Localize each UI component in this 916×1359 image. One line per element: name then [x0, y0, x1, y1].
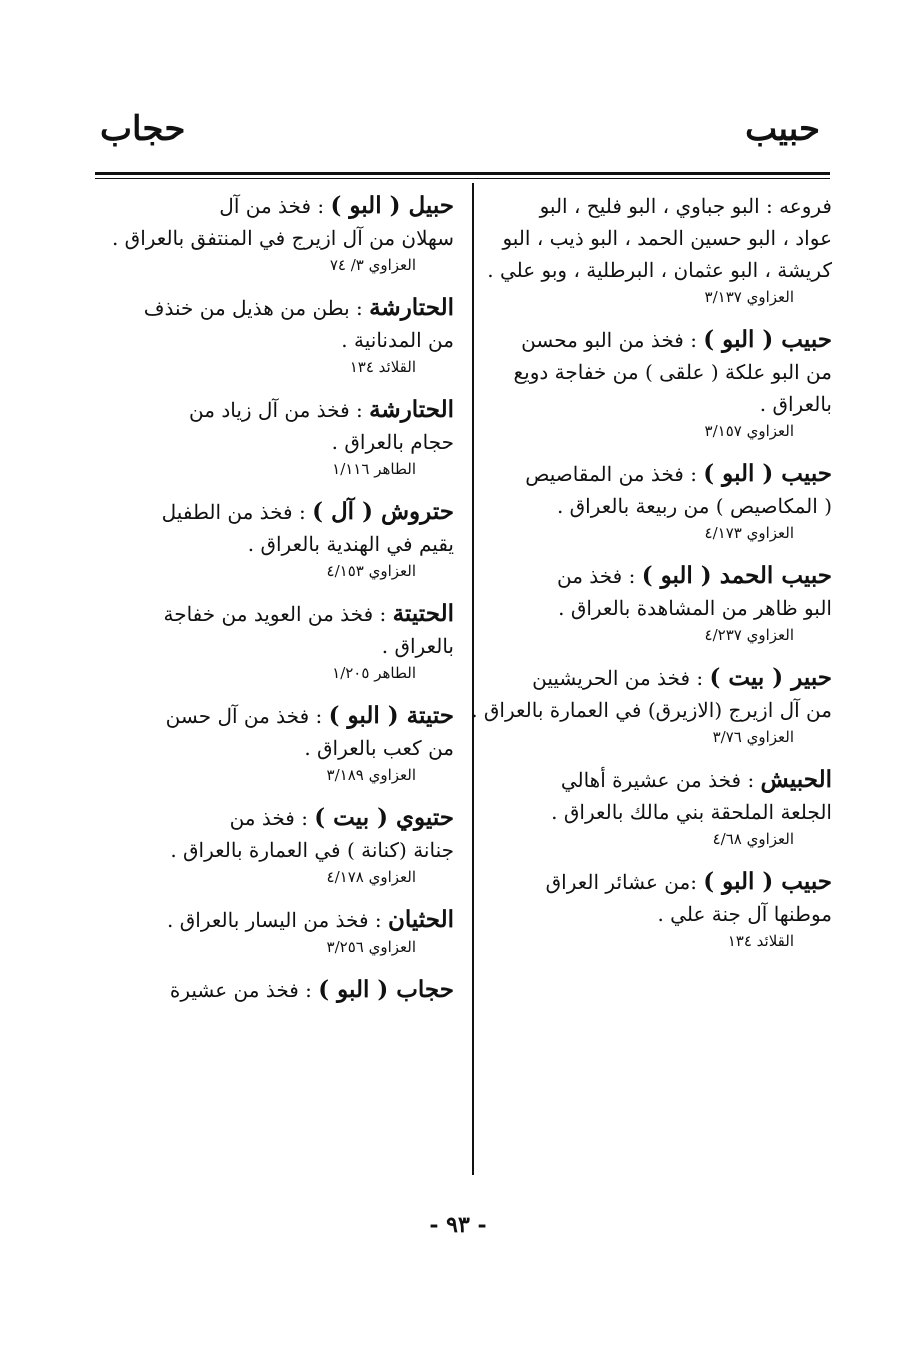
entry-headword: حبير ( بيت ) [709, 664, 832, 691]
entry-headword: الحبيش [760, 766, 832, 793]
dictionary-entry [102, 974, 454, 1006]
entry-headword: الحتيتة [392, 600, 454, 627]
dictionary-entry [102, 904, 454, 958]
entry-line: ( المكاصيص ) من ربيعة بالعراق . [556, 494, 832, 518]
entry-reference: العزاوي ٣/١٣٧ [704, 288, 794, 306]
dictionary-entry [487, 190, 832, 308]
entry-line: من آل ازيرج (الازيرق) في العمارة بالعراق . [471, 698, 832, 722]
entry-headword: حبيل ( البو ) [330, 192, 454, 219]
entry-line [487, 662, 832, 694]
running-head-left: حجاب [100, 109, 186, 149]
entry-line [487, 866, 832, 898]
entry-reference: القلائد ١٣٤ [349, 358, 416, 376]
entry-line [487, 324, 832, 356]
entry-text: : فخذ من عشيرة أهالي [560, 768, 761, 792]
dictionary-entry [487, 324, 832, 442]
entry-reference: العزاوي ٤/٢٣٧ [704, 626, 794, 644]
entry-headword: حبيب ( البو ) [703, 460, 832, 487]
entry-text: : فخذ من [556, 564, 642, 588]
entry-line: سهلان من آل ازيرج في المنتفق بالعراق . [111, 226, 454, 250]
dictionary-entry [487, 458, 832, 544]
entry-line [102, 598, 454, 630]
dictionary-entry [487, 866, 832, 952]
dictionary-entry [102, 802, 454, 888]
entry-text: : فخذ من آل زياد من [189, 398, 370, 422]
entry-line: بالعراق . [759, 392, 832, 416]
entry-line [102, 496, 454, 528]
entry-text: : فخذ من [229, 806, 315, 830]
entry-line [102, 700, 454, 732]
entry-headword: حبيب الحمد ( البو ) [641, 562, 832, 589]
entry-line [487, 764, 832, 796]
dictionary-entry [487, 560, 832, 646]
entry-headword: حبيب ( البو ) [703, 868, 832, 895]
dictionary-entry [471, 662, 832, 748]
entry-reference: العزاوي ٣/١٨٩ [326, 766, 416, 784]
entry-line: الجلعة الملحقة بني مالك بالعراق . [551, 800, 832, 824]
entry-reference: العزاوي ٤/٦٨ [712, 830, 794, 848]
entry-line: البو ظاهر من المشاهدة بالعراق . [558, 596, 832, 620]
entry-line [102, 190, 454, 222]
entry-headword: حتيتة ( البو ) [328, 702, 454, 729]
header-rule-thin [95, 178, 830, 179]
entry-line: فروعه : البو جباوي ، البو فليح ، البو [539, 194, 832, 218]
entry-headword: الحتارشة [369, 294, 454, 321]
entry-line: موطنها آل جنة علي . [657, 902, 832, 926]
entry-line: يقيم في الهندية بالعراق . [247, 532, 454, 556]
entry-headword: حجاب ( البو ) [318, 976, 454, 1003]
entry-reference: العزاوي ٣/٢٥٦ [326, 938, 416, 956]
entry-headword: حتروش ( آل ) [312, 498, 454, 525]
entry-line: عواد ، البو حسين الحمد ، البو ذيب ، البو [502, 226, 832, 250]
entry-headword: الحثيان [387, 906, 454, 933]
right-column [471, 190, 832, 968]
dictionary-entry [102, 190, 454, 276]
entry-text: : بطن من هذيل من خنذف [143, 296, 370, 320]
entry-line [102, 292, 454, 324]
entry-text: :من عشائر العراق [545, 870, 704, 894]
entry-line: من كعب بالعراق . [304, 736, 454, 760]
entry-text: : فخذ من الحريشيين [532, 666, 710, 690]
entry-reference: العزاوي ٤/١٧٣ [704, 524, 794, 542]
entry-line [102, 802, 454, 834]
entry-line: كريشة ، البو عثمان ، البرطلية ، وبو علي . [487, 258, 832, 282]
dictionary-entry [102, 598, 454, 684]
entry-line: بالعراق . [381, 634, 454, 658]
entry-text: : فخذ من البو محسن [521, 328, 704, 352]
entry-headword: الحتارشة [369, 396, 454, 423]
entry-line: من البو علكة ( علقى ) من خفاجة دويع [513, 360, 832, 384]
dictionary-entry [102, 700, 454, 786]
entry-reference: العزاوي ٣/١٥٧ [704, 422, 794, 440]
entry-reference: العزاوي ٣/ ٧٤ [329, 256, 416, 274]
entry-reference: القلائد ١٣٤ [727, 932, 794, 950]
entry-line [487, 560, 832, 592]
entry-reference: الطاهر ١/١١٦ [332, 460, 416, 478]
running-head-right: حبيب [745, 109, 820, 149]
entry-line: جنانة (كنانة ) في العمارة بالعراق . [170, 838, 454, 862]
entry-line [102, 394, 454, 426]
entry-text: : فخذ من العويد من خفاجة [163, 602, 393, 626]
dictionary-entry [102, 394, 454, 480]
dictionary-entry [487, 764, 832, 850]
entry-reference: العزاوي ٤/١٧٨ [326, 868, 416, 886]
column-divider [472, 183, 474, 1175]
entry-text: : فخذ من آل [219, 194, 331, 218]
entry-text: : فخذ من الطفيل [161, 500, 313, 524]
entry-reference: العزاوي ٤/١٥٣ [326, 562, 416, 580]
entry-text: : فخذ من آل حسن [165, 704, 329, 728]
entry-text: : فخذ من عشيرة [169, 978, 319, 1002]
dictionary-entry [102, 496, 454, 582]
entry-reference: العزاوي ٣/٧٦ [712, 728, 794, 746]
entry-line [102, 974, 454, 1006]
entry-line: حجام بالعراق . [331, 430, 454, 454]
entry-headword: حتيوي ( بيت ) [314, 804, 454, 831]
entry-text: : فخذ من اليسار بالعراق . [167, 908, 388, 932]
entry-text: : فخذ من المقاصيص [525, 462, 704, 486]
dictionary-entry [102, 292, 454, 378]
entry-line [102, 904, 454, 936]
entry-reference: الطاهر ١/٢٠٥ [332, 664, 416, 682]
page-number: - ٩٣ - [429, 1212, 487, 1238]
entry-headword: حبيب ( البو ) [703, 326, 832, 353]
entry-line [487, 458, 832, 490]
header-rule-thick [95, 172, 830, 175]
left-column [102, 190, 454, 1022]
entry-line: من المدنانية . [341, 328, 454, 352]
